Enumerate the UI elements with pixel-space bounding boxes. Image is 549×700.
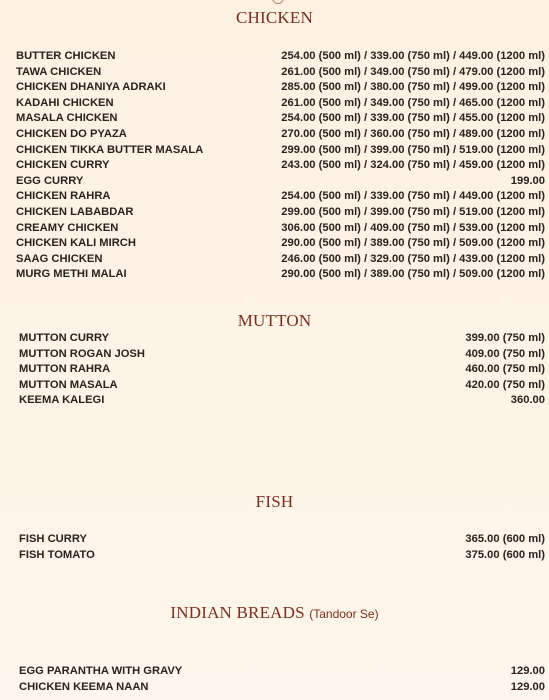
menu-item [16, 174, 545, 190]
item-name: BUTTER CHICKEN [16, 50, 116, 62]
chicken-list [16, 49, 545, 283]
item-price: 199.00 [510, 174, 545, 187]
mutton-list [19, 331, 545, 409]
item-price: 254.00 (500 ml) / 339.00 (750 ml) / 455.00 (1200 ml) [281, 112, 545, 125]
item-name: CHICKEN DHANIYA ADRAKI [16, 81, 166, 94]
item-name: MASALA CHICKEN [16, 112, 118, 125]
menu-item [16, 80, 545, 96]
item-name: MUTTON MASALA [19, 378, 118, 391]
item-name: MUTTON ROGAN JOSH [19, 347, 145, 360]
item-name: CHICKEN KEEMA NAAN [19, 680, 149, 693]
menu-item [16, 267, 545, 283]
item-name: FISH TOMATO [19, 548, 95, 561]
menu-item [16, 143, 545, 159]
menu-item [19, 362, 545, 378]
item-price: 270.00 (500 ml) / 360.00 (750 ml) / 489.00 (1200 ml) [281, 127, 545, 140]
item-price: 375.00 (600 ml) [465, 548, 545, 561]
item-price: 420.00 (750 ml) [465, 378, 545, 391]
item-name: MUTTON CURRY [19, 332, 110, 344]
menu-item [16, 236, 545, 252]
item-name: EGG PARANTHA WITH GRAVY [19, 665, 183, 677]
menu-item [19, 378, 545, 394]
item-price: 306.00 (500 ml) / 409.00 (750 ml) / 539.00 (1200 ml) [281, 221, 545, 234]
item-name: EGG CURRY [16, 174, 84, 187]
section-title-fish: FISH [255, 492, 294, 511]
item-name: CHICKEN LABABDAR [16, 205, 134, 218]
item-price: 285.00 (500 ml) / 380.00 (750 ml) / 499.00 (1200 ml) [281, 81, 545, 94]
item-price: 290.00 (500 ml) / 389.00 (750 ml) / 509.00 (1200 ml) [281, 268, 545, 281]
item-price: 460.00 (750 ml) [465, 363, 545, 376]
menu-item [19, 680, 545, 696]
item-name: CHICKEN KALI MIRCH [16, 237, 136, 250]
item-price: 409.00 (750 ml) [465, 347, 545, 360]
menu-item [16, 49, 545, 65]
menu-item [16, 96, 545, 112]
item-name: CHICKEN DO PYAZA [16, 127, 127, 140]
item-name: CREAMY CHICKEN [16, 221, 119, 234]
item-name: MURG METHI MALAI [16, 268, 127, 281]
item-name: CHICKEN RAHRA [16, 190, 111, 203]
menu-item [19, 664, 545, 680]
item-name: SAAG CHICKEN [16, 252, 103, 265]
item-price: 365.00 (600 ml) [465, 533, 545, 545]
header-ornament [272, 0, 284, 4]
item-price: 246.00 (500 ml) / 329.00 (750 ml) / 439.00 (1200 ml) [281, 252, 545, 265]
section-title-mutton: MUTTON [237, 311, 312, 330]
item-name: KEEMA KALEGI [19, 394, 105, 407]
item-name: MUTTON RAHRA [19, 363, 111, 376]
section-subtitle: (Tandoor Se) [309, 607, 379, 621]
item-price: 261.00 (500 ml) / 349.00 (750 ml) / 479.00 (1200 ml) [281, 65, 545, 78]
item-name: FISH CURRY [19, 533, 87, 545]
item-price: 360.00 [510, 394, 545, 407]
menu-item [16, 189, 545, 205]
section-title-chicken: CHICKEN [236, 8, 313, 27]
item-price: 299.00 (500 ml) / 399.00 (750 ml) / 519.00 (1200 ml) [281, 205, 545, 218]
item-name: CHICKEN TIKKA BUTTER MASALA [16, 143, 204, 156]
section-title-indian-breads: INDIAN BREADS (Tandoor Se) [170, 603, 379, 622]
item-price: 254.00 (500 ml) / 339.00 (750 ml) / 449.00 (1200 ml) [281, 50, 545, 62]
item-name: CHICKEN CURRY [16, 159, 110, 172]
menu-item [19, 548, 545, 564]
menu-item [19, 347, 545, 363]
item-price: 129.00 [510, 680, 545, 693]
menu-item [16, 65, 545, 81]
menu-item [16, 111, 545, 127]
item-price: 261.00 (500 ml) / 349.00 (750 ml) / 465.00 (1200 ml) [281, 96, 545, 109]
indian-breads-list [19, 664, 545, 695]
item-price: 290.00 (500 ml) / 389.00 (750 ml) / 509.00 (1200 ml) [281, 237, 545, 250]
menu-item [19, 331, 545, 347]
item-price: 299.00 (500 ml) / 399.00 (750 ml) / 519.00 (1200 ml) [281, 143, 545, 156]
menu-item [16, 205, 545, 221]
menu-item [16, 127, 545, 143]
menu-item [19, 532, 545, 548]
menu-item [16, 158, 545, 174]
item-name: KADAHI CHICKEN [16, 96, 114, 109]
fish-list [19, 532, 545, 563]
item-name: TAWA CHICKEN [16, 65, 102, 78]
menu-item [19, 393, 545, 409]
item-price: 254.00 (500 ml) / 339.00 (750 ml) / 449.00 (1200 ml) [281, 190, 545, 203]
menu-item [16, 221, 545, 237]
menu-item [16, 252, 545, 268]
item-price: 399.00 (750 ml) [465, 332, 545, 344]
item-price: 129.00 [510, 665, 545, 677]
item-price: 243.00 (500 ml) / 324.00 (750 ml) / 459.00 (1200 ml) [281, 159, 545, 172]
